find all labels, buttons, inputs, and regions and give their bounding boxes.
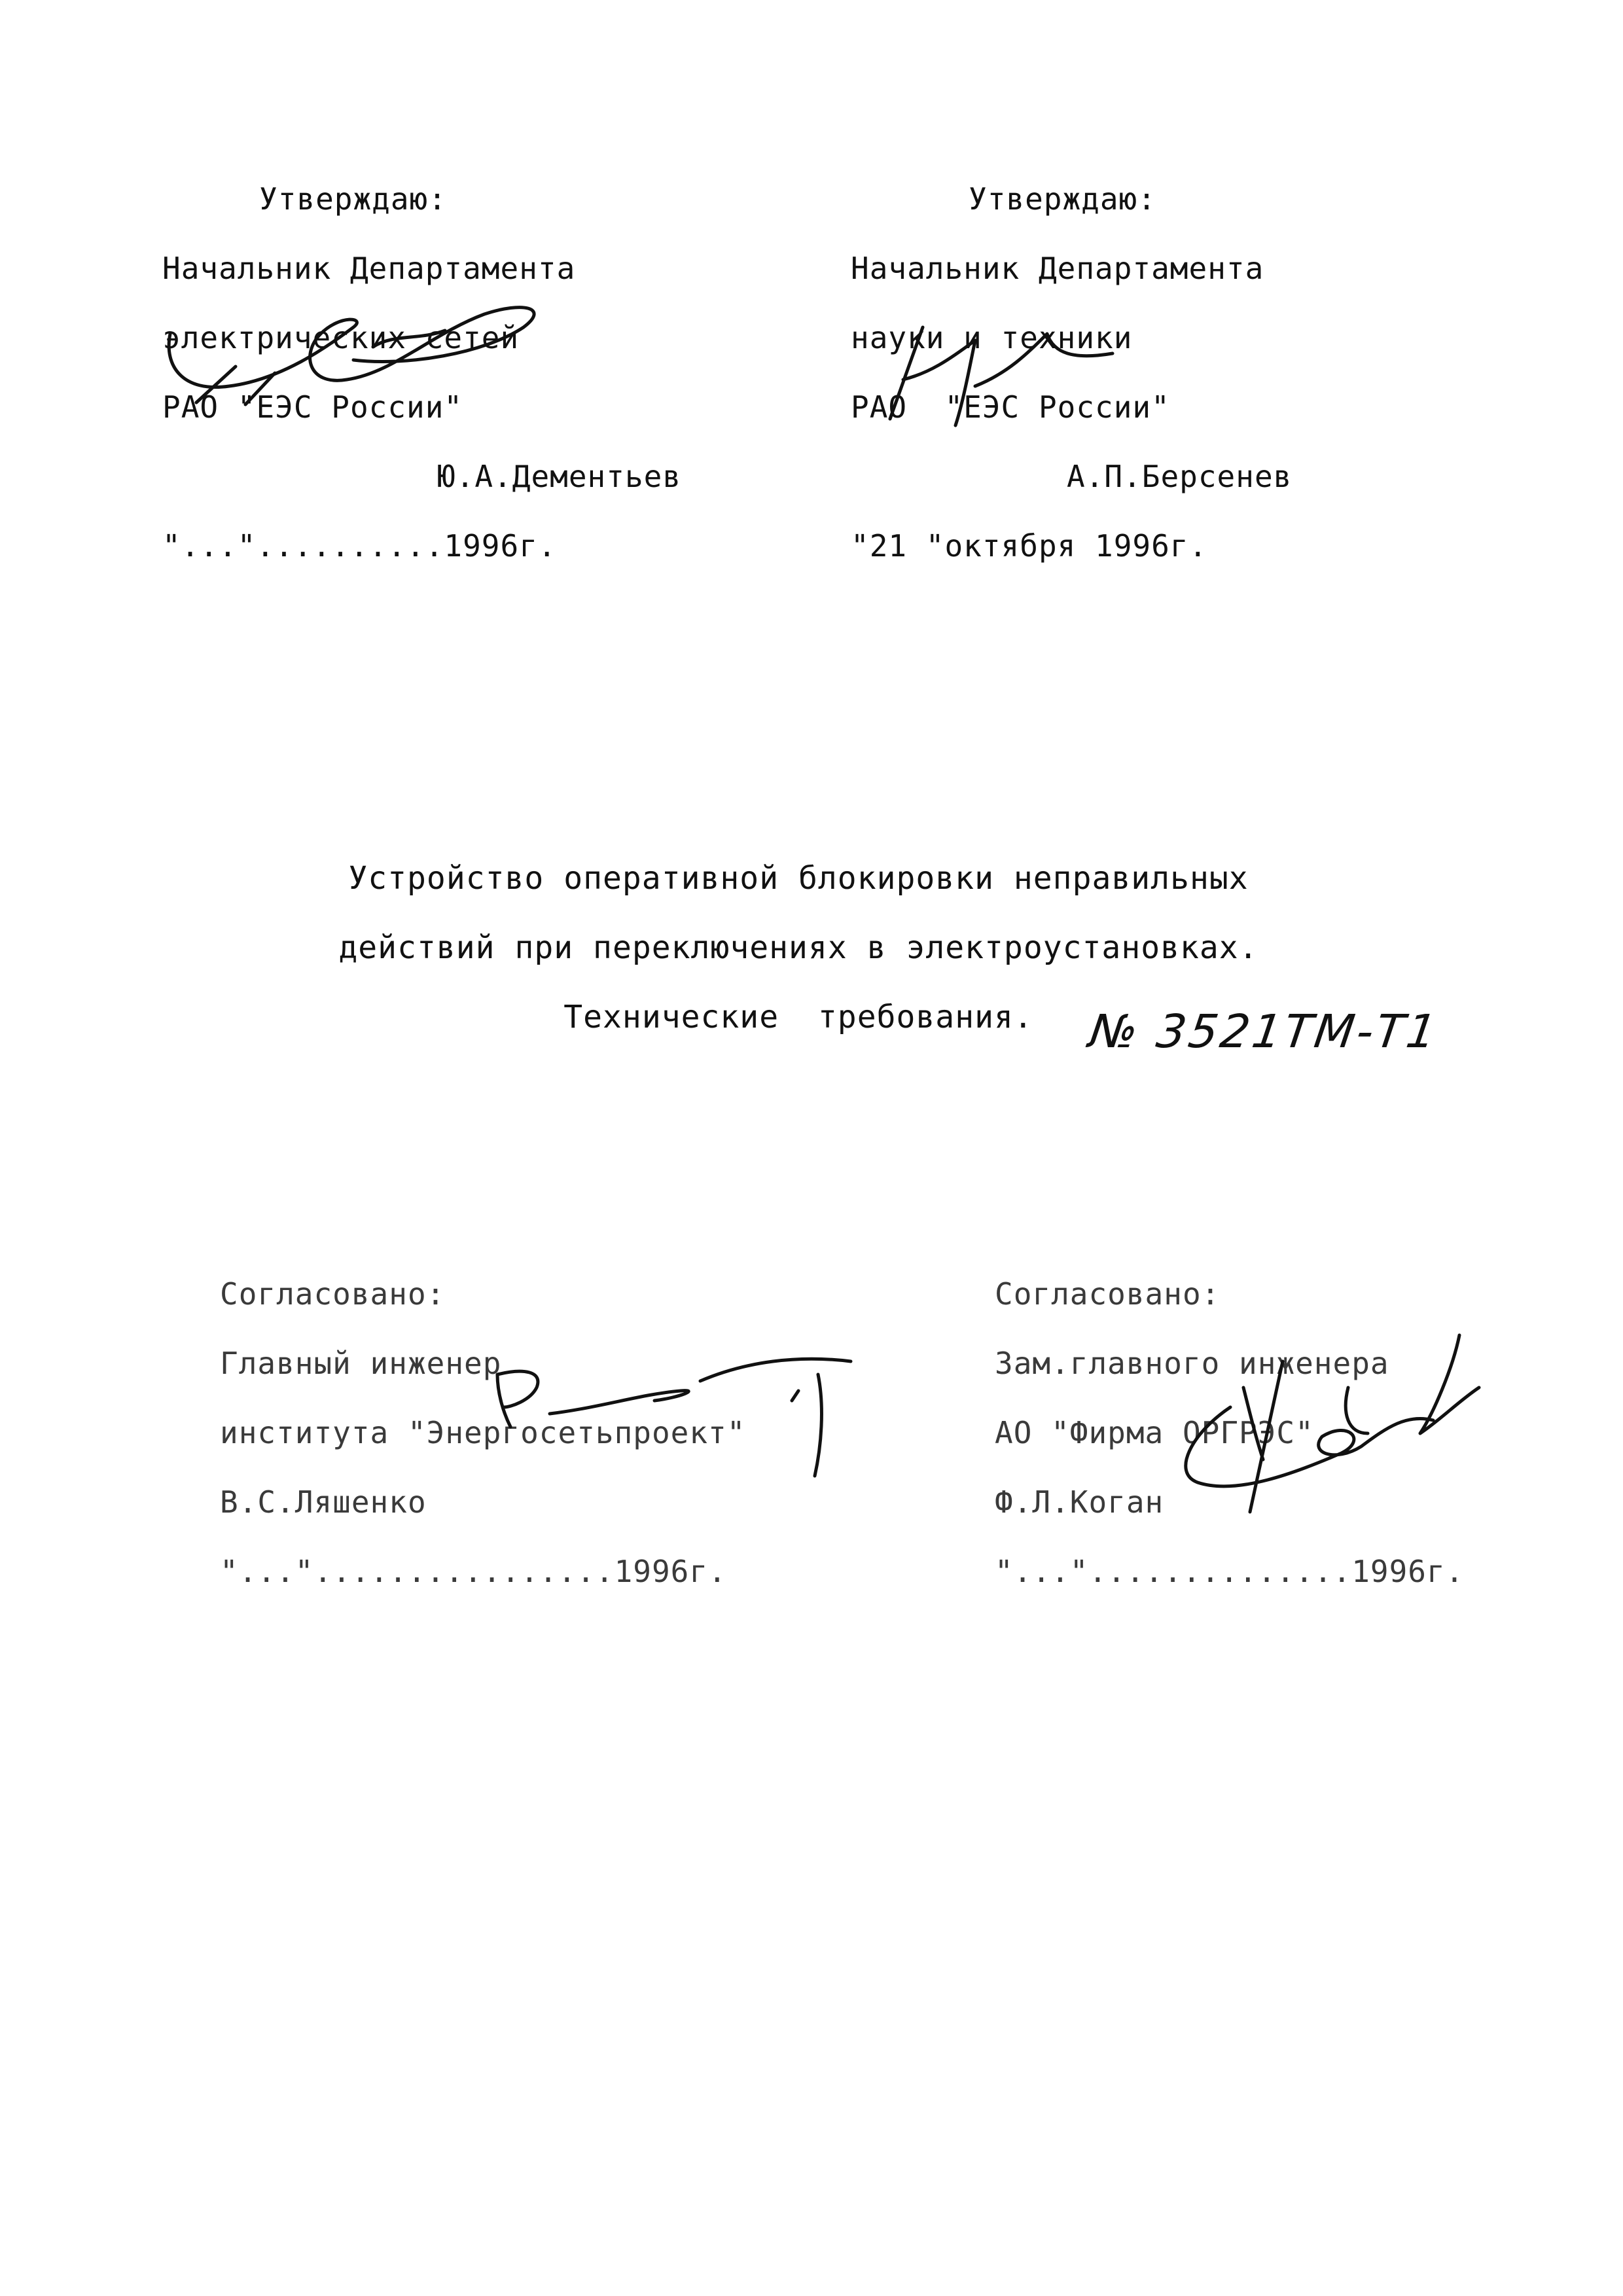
- agreed-left-organization: института "Энергосетьпроект": [220, 1415, 746, 1450]
- title-line-3: Технические требования.: [563, 999, 1033, 1035]
- approval-left-heading: Утверждаю:: [259, 181, 447, 217]
- approval-left-date: "..."..........1996г.: [162, 528, 557, 564]
- agreed-right-signature: [1152, 1322, 1492, 1518]
- approval-right-date: "21 "октября 1996г.: [851, 528, 1208, 564]
- agreed-left-position: Главный инженер: [220, 1346, 502, 1381]
- approval-left-position: Начальник Департамента: [162, 251, 576, 286]
- agreed-right-heading: Согласовано:: [995, 1276, 1221, 1312]
- approval-right-organization: РАО "ЕЭС России": [851, 389, 1170, 425]
- agreed-right-signatory: Ф.Л.Коган: [995, 1484, 1164, 1520]
- agreed-right-date: "..."..............1996г.: [995, 1554, 1465, 1589]
- document-number: № 3521ТМ-Т1: [1086, 1005, 1442, 1058]
- agreed-right-organization: АО "Фирма ОРГРЭС": [995, 1415, 1314, 1450]
- agreed-left-signatory: В.С.Ляшенко: [220, 1484, 427, 1520]
- agreed-left-heading: Согласовано:: [220, 1276, 446, 1312]
- agreed-right-position: Зам.главного инженера: [995, 1346, 1389, 1381]
- approval-left-organization: РАО "ЕЭС России": [162, 389, 463, 425]
- approval-right-position: Начальник Департамента: [851, 251, 1264, 286]
- approval-right-department: науки и техники: [851, 320, 1133, 355]
- agreed-left-signature: [484, 1335, 890, 1492]
- title-line-2: действий при переключениях в электроустановках.: [338, 929, 1258, 966]
- approval-right-signature: [877, 314, 1126, 432]
- approval-right-heading: Утверждаю:: [969, 181, 1156, 217]
- title-line-1: Устройство оперативной блокировки неправильных: [348, 860, 1249, 897]
- approval-left-department: электрических сетей: [162, 320, 520, 355]
- approval-left-signatory: Ю.А.Дементьев: [437, 459, 682, 494]
- agreed-left-date: "..."................1996г.: [220, 1554, 727, 1589]
- approval-right-signatory: А.П.Берсенев: [1067, 459, 1293, 494]
- approval-left-signature: [157, 288, 576, 432]
